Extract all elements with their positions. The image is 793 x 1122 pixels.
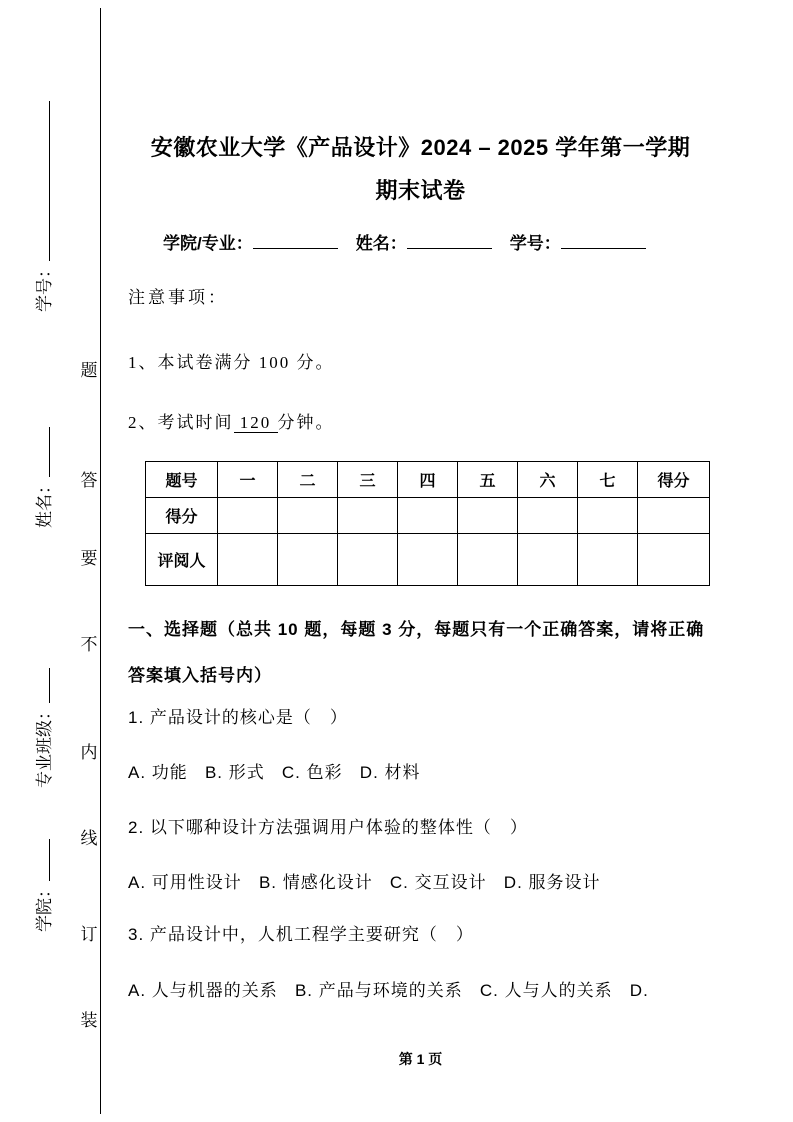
reviewer-row-label: 评阅人 (146, 534, 218, 586)
score-cell-empty (218, 498, 278, 534)
score-table-header-score: 得分 (638, 462, 710, 498)
score-table-header-col-6: 六 (518, 462, 578, 498)
notice-item-2-suffix: 分钟。 (277, 413, 335, 432)
score-table-score-row (146, 498, 710, 534)
binding-char-yao: 要 (80, 549, 98, 568)
question-3-text: 3. 产品设计中，人机工程学主要研究（ ） (128, 925, 474, 944)
notice-item-2-duration-value: 120 (233, 413, 278, 432)
reviewer-cell-empty (458, 534, 518, 586)
score-table-header-col-5: 五 (458, 462, 518, 498)
margin-field-college-label: 学院： (35, 881, 54, 932)
score-cell-empty (578, 498, 638, 534)
score-table-header-row (146, 462, 710, 498)
notice-item-2 (128, 409, 713, 436)
score-table-header-col-3: 三 (338, 462, 398, 498)
score-table (145, 461, 710, 586)
margin-field-student-id (30, 101, 55, 312)
info-name-blank (407, 232, 492, 249)
binding-divider-line (100, 8, 101, 1114)
notice-item-1: 1、本试卷满分 100 分。 (128, 353, 335, 372)
margin-field-major-class-label: 专业班级： (35, 703, 54, 788)
section-one-title: 一、选择题（总共 10 题，每题 3 分，每题只有一个正确答案，请将正确答案填入括号内） (128, 620, 705, 685)
margin-field-major-class-blank (35, 668, 50, 703)
info-student-id-blank (561, 232, 646, 249)
margin-field-major-class (30, 668, 55, 788)
binding-char-zhuang: 装 (80, 1011, 98, 1030)
question-3-options: A. 人与机器的关系 B. 产品与环境的关系 C. 人与人的关系 D. (128, 981, 649, 1000)
reviewer-cell-empty (518, 534, 578, 586)
score-cell-empty (638, 498, 710, 534)
reviewer-cell-empty (278, 534, 338, 586)
notice-heading: 注意事项： (128, 288, 228, 307)
score-table-header-col-7: 七 (578, 462, 638, 498)
score-cell-empty (398, 498, 458, 534)
score-cell-empty (278, 498, 338, 534)
binding-char-bu: 不 (80, 635, 98, 654)
page-footer: 第 1 页 (398, 1051, 443, 1067)
margin-field-college (30, 839, 55, 932)
question-1-options: A. 功能 B. 形式 C. 色彩 D. 材料 (128, 763, 421, 782)
score-table-header-col-2: 二 (278, 462, 338, 498)
score-cell-empty (458, 498, 518, 534)
score-table-reviewer-row (146, 534, 710, 586)
question-1-text: 1. 产品设计的核心是（ ） (128, 708, 348, 727)
margin-field-student-id-blank (35, 101, 50, 261)
margin-field-student-id-label: 学号： (35, 261, 54, 312)
info-college-major-blank (253, 232, 338, 249)
margin-field-name-blank (35, 427, 50, 477)
binding-char-xian: 线 (80, 829, 98, 848)
reviewer-cell-empty (338, 534, 398, 586)
reviewer-cell-empty (578, 534, 638, 586)
score-cell-empty (338, 498, 398, 534)
info-name-label: 姓名： (355, 234, 407, 253)
score-cell-empty (518, 498, 578, 534)
header-info-line (128, 230, 713, 257)
reviewer-cell-empty (398, 534, 458, 586)
margin-field-name-label: 姓名： (35, 477, 54, 528)
score-table-header-question-no: 题号 (146, 462, 218, 498)
exam-title-line1: 安徽农业大学《产品设计》2024 – 2025 学年第一学期 (150, 135, 691, 160)
score-row-label: 得分 (146, 498, 218, 534)
margin-field-name (30, 427, 55, 528)
notice-item-2-prefix: 2、考试时间 (128, 413, 234, 432)
binding-char-da: 答 (80, 471, 98, 490)
exam-title-line2: 期末试卷 (375, 178, 466, 203)
binding-char-ti: 题 (80, 361, 98, 380)
binding-char-nei: 内 (80, 743, 98, 762)
main-content (128, 0, 713, 1122)
info-student-id-label: 学号： (509, 234, 561, 253)
reviewer-cell-empty (638, 534, 710, 586)
score-table-header-col-1: 一 (218, 462, 278, 498)
margin-field-college-blank (35, 839, 50, 881)
question-2-options: A. 可用性设计 B. 情感化设计 C. 交互设计 D. 服务设计 (128, 873, 601, 892)
reviewer-cell-empty (218, 534, 278, 586)
score-table-header-col-4: 四 (398, 462, 458, 498)
question-2-text: 2. 以下哪种设计方法强调用户体验的整体性（ ） (128, 818, 528, 837)
info-college-major-label: 学院/专业： (163, 234, 253, 253)
binding-char-ding: 订 (80, 925, 98, 944)
